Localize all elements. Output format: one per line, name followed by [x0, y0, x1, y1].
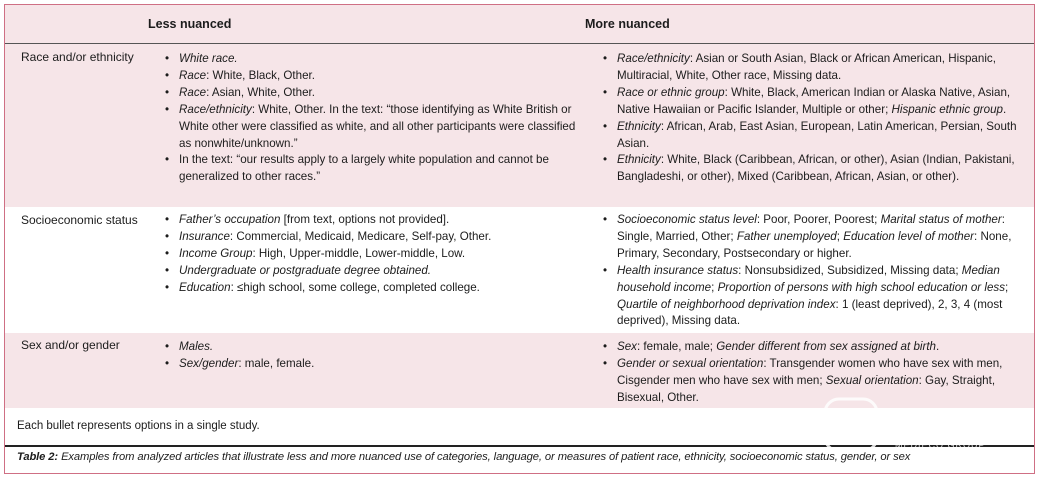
bullet-item: • In the text: “our results apply to a largely white population and cannot be generalized to other races.”	[165, 152, 583, 186]
bullet-item: • Insurance: Commercial, Medicaid, Medicare, Self-pay, Other.	[165, 229, 583, 246]
bullet-item: • Undergraduate or postgraduate degree obtained.	[165, 263, 583, 280]
less-nuanced-list	[165, 51, 583, 186]
watermark-subtitle: MEDIECO GROUP	[895, 440, 986, 450]
row-socioeconomic-status	[5, 207, 1034, 333]
bullet-item: • Socioeconomic status level: Poor, Poorer, Poorest; Marital status of mother: Single, Married, Other; Father unemployed; Education level of mother: None, Primary, Secondary, Postsecondary or higher.	[603, 212, 1021, 263]
bullet-item: • Sex: female, male; Gender different from sex assigned at birth.	[603, 339, 1021, 356]
less-nuanced-list	[165, 339, 583, 373]
row-category-label: Socioeconomic status	[21, 213, 138, 227]
less-nuanced-list	[165, 212, 583, 297]
watermark	[821, 396, 1021, 456]
caption-text: Examples from analyzed articles that illustrate less and more nuanced use of categories, language, or measures of patient race, ethnicity, socioeconomic status, gender, or sex	[58, 451, 911, 463]
header-less-nuanced: Less nuanced	[148, 17, 232, 31]
row-category-label: Sex and/or gender	[21, 338, 120, 352]
bullet-item: • Gender or sexual orientation: Transgender women who have sex with men, Cisgender men who have sex with men; Sexual orientation: Gay, Straight, Bisexual, Other.	[603, 356, 1021, 407]
bullet-item: • Father’s occupation [from text, options not provided].	[165, 212, 583, 229]
bullet-item: • Males.	[165, 339, 583, 356]
table-container	[4, 4, 1035, 474]
bullet-item: • Race: White, Black, Other.	[165, 68, 583, 85]
caption-label: Table 2:	[17, 451, 59, 463]
bullet-item: • Sex/gender: male, female.	[165, 356, 583, 373]
bullet-item: • Ethnicity: White, Black (Caribbean, African, or other), Asian (Indian, Pakistani, Bangladeshi, or other), Mixed (Caribbean, African, Asian, or other).	[603, 152, 1021, 186]
more-nuanced-list	[603, 51, 1021, 186]
more-nuanced-list	[603, 212, 1021, 330]
bullet-item: • Race/ethnicity: White, Other. In the text: “those identifying as White British or White other were classified as white, and all other participants were classified as nonwhite/unknown.”	[165, 102, 583, 153]
bullet-item: • Education: ≤high school, some college, completed college.	[165, 280, 583, 297]
bullet-item: • White race.	[165, 51, 583, 68]
bullet-item: • Health insurance status: Nonsubsidized, Subsidized, Missing data; Median household income; Proportion of persons with high school education or less; Quartile of neighborhood deprivation index: 1 (least deprived), 2, 3, 4 (most deprived), Missing data.	[603, 263, 1021, 331]
table-header	[5, 5, 1034, 43]
row-category-label: Race and/or ethnicity	[21, 50, 134, 64]
table-footnote: Each bullet represents options in a single study.	[17, 420, 260, 432]
bullet-item: • Ethnicity: African, Arab, East Asian, European, Latin American, Persian, South Asian.	[603, 119, 1021, 153]
watermark-logo-icon	[821, 396, 883, 454]
header-more-nuanced: More nuanced	[585, 17, 670, 31]
bullet-item: • Income Group: High, Upper-middle, Lower-middle, Low.	[165, 246, 583, 263]
table-caption	[17, 451, 910, 463]
bullet-item: • Race/ethnicity: Asian or South Asian, Black or African American, Hispanic, Multiracial, White, Other race, Missing data.	[603, 51, 1021, 85]
row-race-ethnicity	[5, 44, 1034, 207]
bullet-item: • Race: Asian, White, Other.	[165, 85, 583, 102]
bullet-item: • Race or ethnic group: White, Black, American Indian or Alaska Native, Asian, Native Hawaiian or Pacific Islander, Multiple or other; Hispanic ethnic group.	[603, 85, 1021, 119]
watermark-brand: 医咖会	[891, 408, 981, 443]
